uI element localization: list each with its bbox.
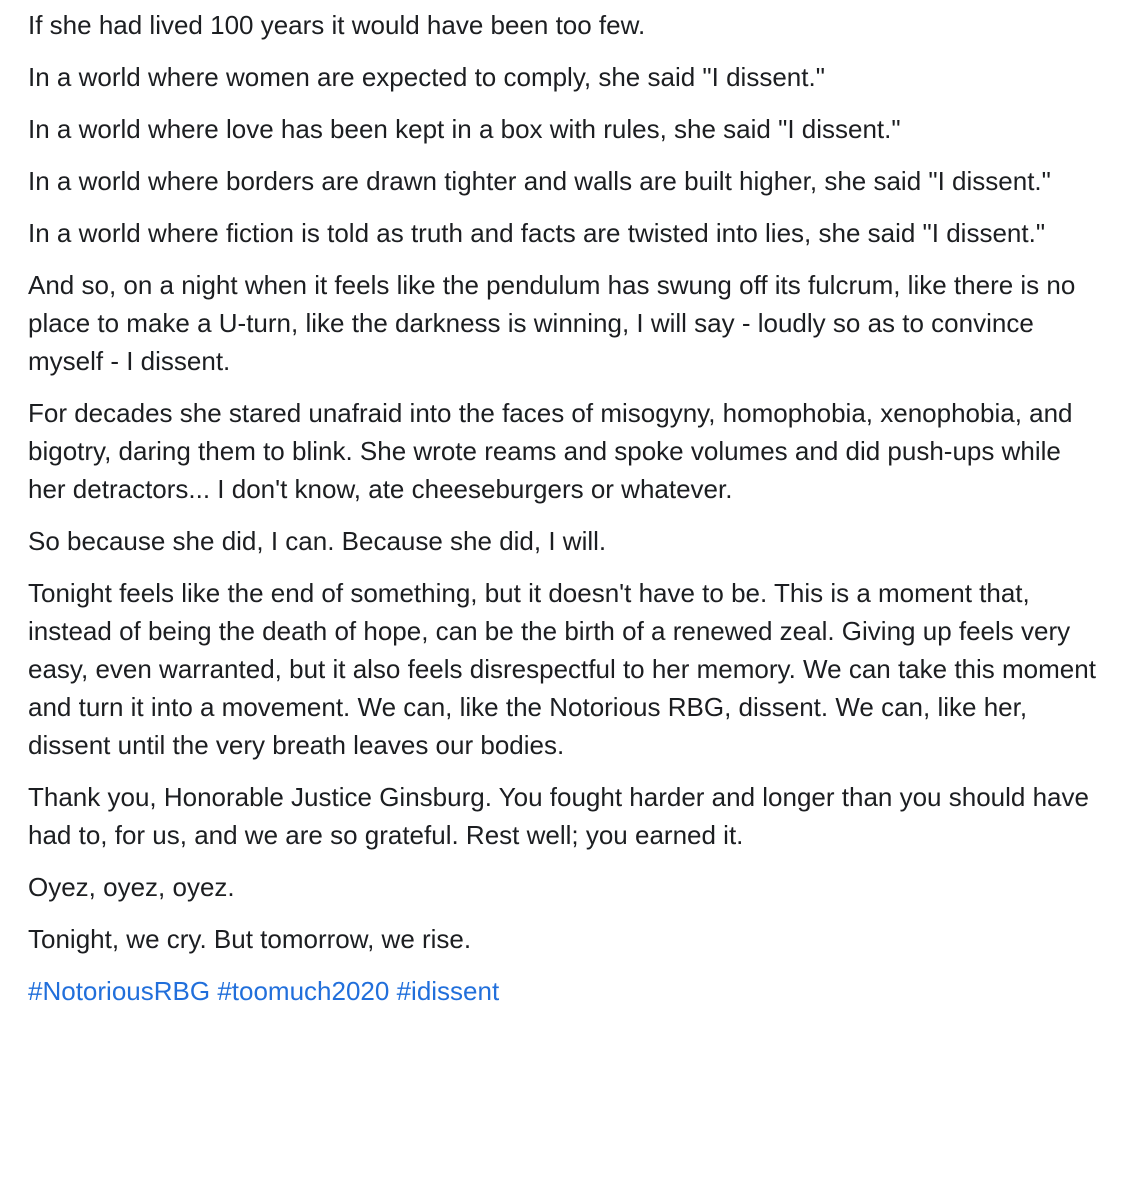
post-paragraph-11: Oyez, oyez, oyez. xyxy=(28,872,235,902)
post-paragraph-9: Tonight feels like the end of something, but it doesn't have to be. This is a moment that, instead of being the death of hope, can be the birth of a renewed zeal. Giving up feels very easy, even warranted, but it also feels disrespectful to her memory. We can take this moment and turn it into a movement. We can, like the Notorious RBG, dissent. We can, like her, dissent until the very breath leaves our bodies. xyxy=(28,578,1096,760)
post-paragraph-1: If she had lived 100 years it would have been too few. xyxy=(28,10,646,40)
post-paragraph-10: Thank you, Honorable Justice Ginsburg. You fought harder and longer than you should have had to, for us, and we are so grateful. Rest well; you earned it. xyxy=(28,782,1089,850)
post-paragraph-3: In a world where love has been kept in a box with rules, she said "I dissent." xyxy=(28,114,901,144)
post-paragraph-2: In a world where women are expected to comply, she said "I dissent." xyxy=(28,62,825,92)
post-paragraph-7: For decades she stared unafraid into the faces of misogyny, homophobia, xenophobia, and bigotry, daring them to blink. She wrote reams and spoke volumes and did push-ups while her detractors... I don't know, ate cheeseburgers or whatever. xyxy=(28,398,1073,504)
post-paragraph-12: Tonight, we cry. But tomorrow, we rise. xyxy=(28,924,472,954)
post-paragraph-8: So because she did, I can. Because she did, I will. xyxy=(28,526,607,556)
hashtag-notoriousrbg[interactable]: #NotoriousRBG xyxy=(28,976,211,1006)
post-paragraph-4: In a world where borders are drawn tighter and walls are built higher, she said "I dissent." xyxy=(28,166,1051,196)
hashtag-idissent[interactable]: #idissent xyxy=(396,976,500,1006)
post-body xyxy=(28,6,1103,1024)
hashtag-line xyxy=(28,972,1103,1010)
hashtag-toomuch2020[interactable]: #toomuch2020 xyxy=(217,976,390,1006)
post-paragraph-6: And so, on a night when it feels like the pendulum has swung off its fulcrum, like there is no place to make a U-turn, like the darkness is winning, I will say - loudly so as to convince myself - I dissent. xyxy=(28,270,1076,376)
post-paragraph-5: In a world where fiction is told as truth and facts are twisted into lies, she said "I dissent." xyxy=(28,218,1046,248)
